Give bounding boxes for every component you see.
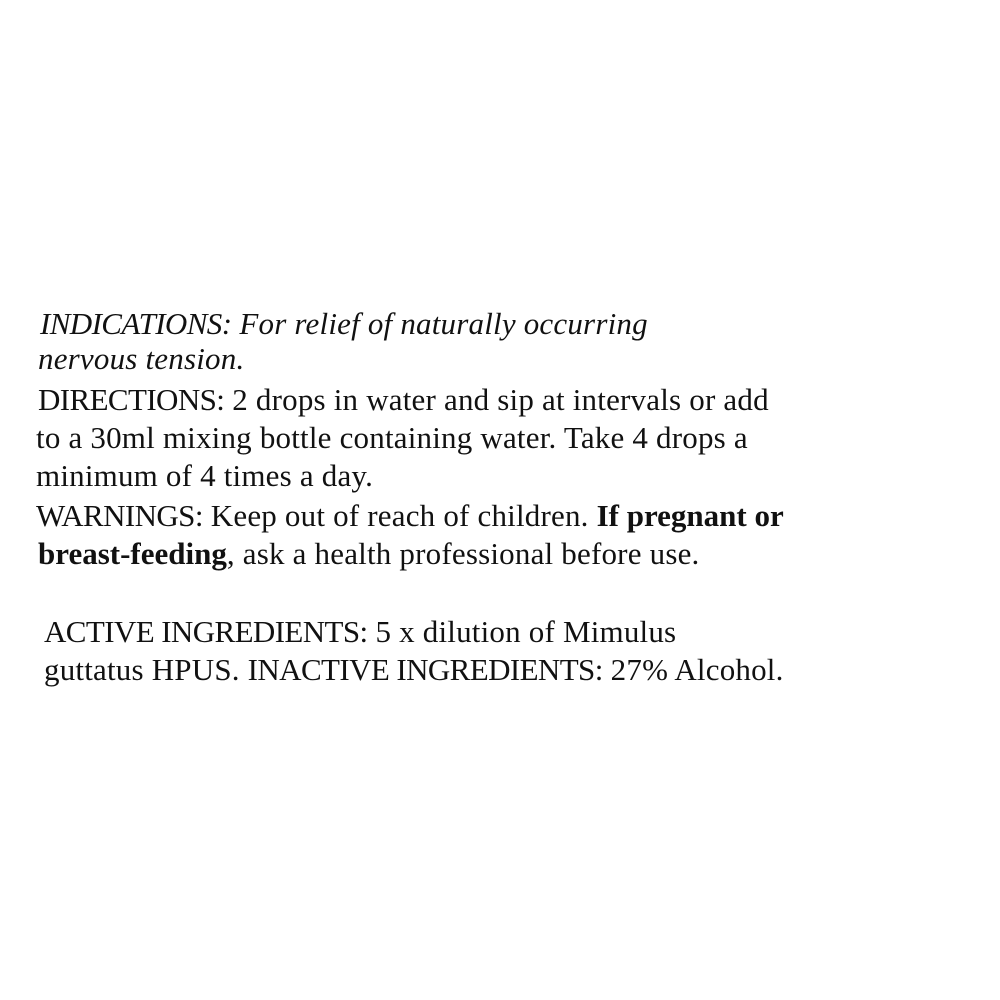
- active-ingredients-text-2: guttatus HPUS.: [44, 652, 248, 687]
- directions-line-1: [38, 382, 769, 418]
- inactive-ingredients-text: 27% Alcohol.: [602, 652, 784, 687]
- indications-text-1: For relief of naturally occurring: [231, 306, 648, 341]
- directions-text-3: minimum of 4 times a day.: [36, 458, 374, 493]
- indications-text-2: nervous tension.: [38, 341, 245, 376]
- ingredients-line-2: [44, 652, 784, 688]
- warnings-line-1: [36, 498, 784, 534]
- ingredients-line-1: [44, 614, 676, 650]
- warnings-emphasis-2: breast-feeding: [38, 536, 227, 571]
- warnings-line-2: [38, 536, 700, 572]
- indications-heading: INDICATIONS:: [40, 306, 232, 341]
- directions-line-3: [36, 458, 373, 494]
- warnings-emphasis-1: If pregnant or: [596, 498, 784, 533]
- warnings-text-2: , ask a health professional before use.: [226, 536, 700, 571]
- directions-heading: DIRECTIONS:: [38, 382, 225, 417]
- directions-text-2: to a 30ml mixing bottle containing water. Take 4 drops a: [36, 420, 748, 455]
- active-ingredients-heading: ACTIVE INGREDIENTS:: [44, 614, 368, 649]
- warnings-heading: WARNINGS:: [36, 498, 203, 533]
- directions-line-2: [36, 420, 748, 456]
- warnings-text-1: Keep out of reach of children.: [202, 498, 597, 533]
- active-ingredients-text-1: 5 x dilution of Mimulus: [367, 614, 677, 649]
- indications-line-2: [38, 341, 244, 377]
- inactive-ingredients-heading: INACTIVE INGREDIENTS:: [247, 652, 603, 687]
- indications-line-1: [40, 306, 648, 342]
- directions-text-1: 2 drops in water and sip at intervals or add: [224, 382, 769, 417]
